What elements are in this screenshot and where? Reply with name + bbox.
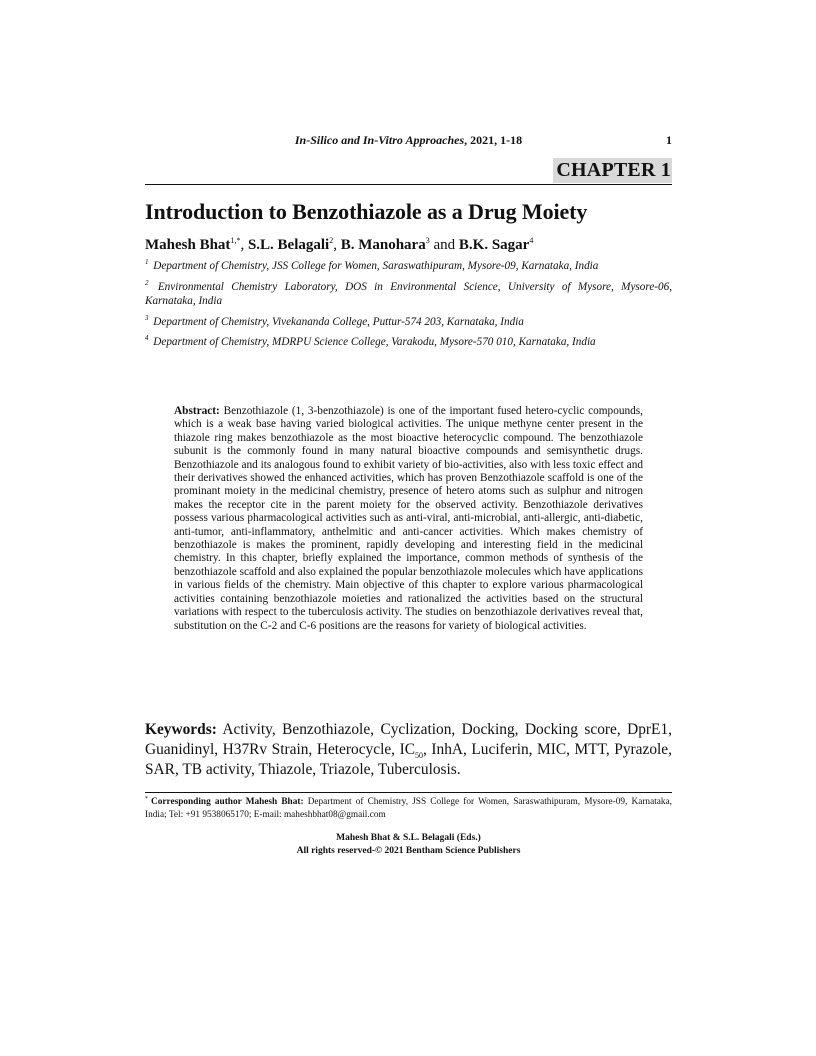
affiliation-text: Department of Chemistry, Vivekananda College, Puttur-574 203, Karnataka, India <box>153 315 524 328</box>
footnote-label: Corresponding author Mahesh Bhat: <box>151 797 304 807</box>
affiliation <box>145 335 672 350</box>
corresponding-author-footnote <box>145 796 672 821</box>
keywords-text: Activity, Benzothiazole, Cyclization, Docking, Docking score, DprE1, Guanidinyl, H37Rv Strain, Heterocycle, IC <box>145 721 673 758</box>
author-separator: and <box>429 237 459 253</box>
abstract-text: Benzothiazole (1, 3-benzothiazole) is one of the important fused hetero-cyclic compounds, which is a weak base having varied biological activities. The unique methyne center present in the thiazole ring makes benzothiazole as the most bioactive heterocyclic compound. The benzothiazole subunit is the commonly found in many natural bioactive compounds and semisynthetic drugs. Benzothiazole and its analogous found to exhibit variety of bio-activities, also with less toxic effect and their derivatives showed the enhanced activities, which has proven Benzothiazole scaffold is one of the prominant moiety in the medicinal chemistry, presence of hetero atoms such as sulphur and nitrogen makes the receptor cite in the parent moiety for the observed activity. Benzothiazole derivatives possess various pharmacological activities such as anti-viral, anti-microbial, anti-allergic, anti-diabetic, anti-tumor, anti-inflammatory, anthelmitic and anti-cancer activities. Which makes chemistry of benzothiazole is makes the prominent, rapidly developing and interesting field in the medicinal chemistry. In this chapter, briefly explained the importance, common methods of synthesis of the benzothiazole scaffold and also explained the popular benzothiazole molecules which have applications in various fields of the chemistry. Main objective of this chapter to explore various pharmacological activities containing benzothiazole moieties and rationalized the activities based on the structural variations with respect to the tuberculosis activity. The studies on benzothiazole derivatives reveal that, substitution on the C-2 and C-6 positions are the reasons for variety of biological activities. <box>174 405 644 632</box>
affiliation <box>145 280 672 309</box>
author-affiliation-mark: 3 <box>425 236 430 245</box>
editors-line: Mahesh Bhat & S.L. Belagali (Eds.) <box>336 833 481 843</box>
affiliation-text: Department of Chemistry, MDRPU Science College, Varakodu, Mysore-570 010, Karnataka, India <box>153 336 596 348</box>
author-name: B.K. Sagar <box>458 237 530 253</box>
publisher-info <box>145 832 672 857</box>
author-name: S.L. Belagali <box>247 237 330 253</box>
author-name: Mahesh Bhat <box>145 237 231 253</box>
author-separator: , <box>333 237 341 253</box>
copyright-line: All rights reserved-© 2021 Bentham Science Publishers <box>296 845 521 856</box>
journal-citation <box>145 133 672 148</box>
affiliation-number: 2 <box>145 278 149 287</box>
affiliation-number: 4 <box>145 334 149 343</box>
footnote-rule <box>145 792 672 793</box>
running-head <box>145 133 672 149</box>
affiliation-list <box>145 259 672 356</box>
author-affiliation-mark: 2 <box>329 236 334 245</box>
keywords-text-continued: , InhA, Luciferin, MIC, MTT, Pyrazole, SAR, TB activity, Thiazole, Triazole, Tuberculosis. <box>145 741 672 778</box>
affiliation-text: Environmental Chemistry Laboratory, DOS in Environmental Science, University of Mysore, Mysore-06, Karnataka, India <box>145 280 672 307</box>
author-list <box>145 235 672 255</box>
author-separator: , <box>240 237 248 253</box>
author-affiliation-mark: 1,* <box>230 236 241 245</box>
affiliation-text: Department of Chemistry, JSS College for Women, Saraswathipuram, Mysore-09, Karnataka, India <box>153 260 599 272</box>
page-number: 1 <box>666 133 672 147</box>
journal-title: In-Silico and In-Vitro Approaches <box>294 133 465 147</box>
affiliation <box>145 259 672 274</box>
affiliation-number: 3 <box>145 313 149 322</box>
abstract-label: Abstract: <box>174 405 220 417</box>
journal-year-pages: , 2021, 1-18 <box>464 133 523 147</box>
keywords <box>145 720 672 780</box>
chapter-label: CHAPTER 1 <box>553 158 672 183</box>
keywords-label: Keywords: <box>145 721 217 738</box>
footnote-text: Department of Chemistry, JSS College for Women, Saraswathipuram, Mysore-09, Karnataka, India; Tel: +91 9538065170; E-mail: maheshbhat08@gmail.com <box>145 797 673 820</box>
chapter-title: Introduction to Benzothiazole as a Drug Moiety <box>145 199 588 224</box>
footnote-marker: * <box>145 795 148 802</box>
author-name: B. Manohara <box>340 237 426 253</box>
affiliation <box>145 315 672 330</box>
affiliation-number: 1 <box>145 258 149 267</box>
keywords-subscript: 50 <box>414 751 423 761</box>
chapter-header-rule <box>145 158 672 185</box>
abstract <box>174 405 643 633</box>
author-affiliation-mark: 4 <box>529 236 534 245</box>
